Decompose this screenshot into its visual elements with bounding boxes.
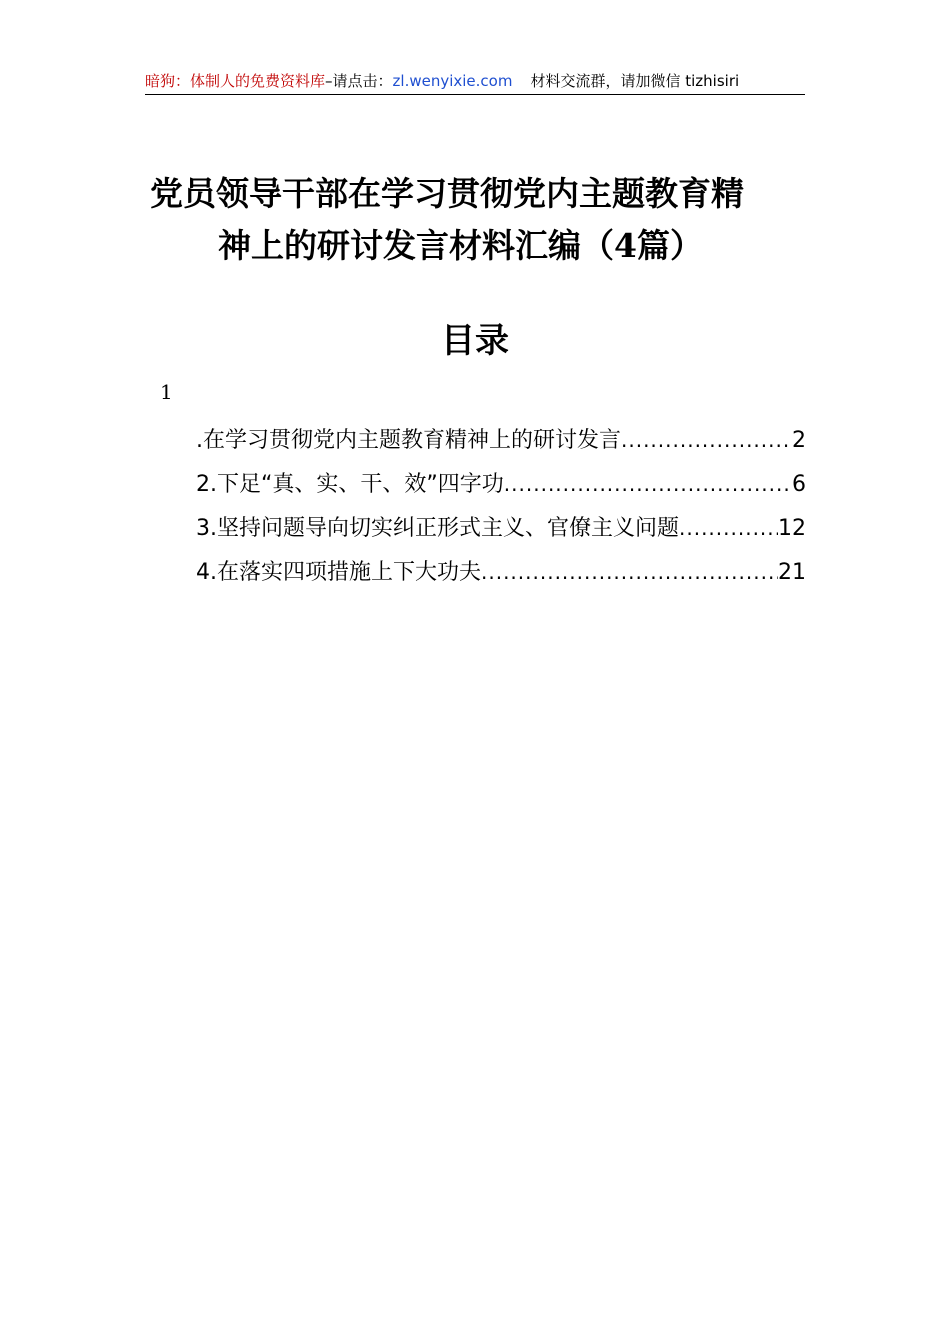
toc-entry[interactable] xyxy=(196,462,806,506)
toc-leader-dots xyxy=(621,418,792,462)
toc-leader-dots xyxy=(481,550,778,594)
header-brand: 暗狗：体制人的免费资料库 xyxy=(145,72,326,90)
toc-heading: 目录 xyxy=(441,321,509,361)
header-divider xyxy=(145,94,805,95)
title-line-1: 党员领导干部在学习贯彻党内主题教育精 xyxy=(150,174,744,213)
page-header xyxy=(145,70,805,92)
toc-entry-label: .在学习贯彻党内主题教育精神上的研讨发言 xyxy=(196,428,621,453)
toc-entry-label: 3.坚持问题导向切实纠正形式主义、官僚主义问题 xyxy=(196,516,679,541)
toc-entry-page: 6 xyxy=(792,472,806,497)
toc-leader-dots xyxy=(504,462,792,506)
toc-entry-page: 2 xyxy=(792,428,806,453)
toc-entry-label: 4.在落实四项措施上下大功夫 xyxy=(196,560,481,585)
toc-entry[interactable] xyxy=(196,550,806,594)
toc-entry[interactable] xyxy=(196,506,806,550)
toc-entry[interactable] xyxy=(196,418,806,462)
toc-entry-page: 21 xyxy=(778,560,806,585)
table-of-contents xyxy=(196,418,806,594)
header-url-link[interactable]: zl.wenyixie.com xyxy=(392,72,513,90)
header-prompt: –请点击： xyxy=(325,72,393,90)
document-title xyxy=(150,168,810,272)
toc-first-number: 1 xyxy=(160,380,173,404)
header-group-info: 材料交流群，请加微信 tizhisiri xyxy=(530,72,740,90)
title-line-2: 神上的研讨发言材料汇编（4篇） xyxy=(218,226,703,265)
toc-leader-dots xyxy=(679,506,778,550)
toc-entry-page: 12 xyxy=(778,516,806,541)
toc-entry-label: 2.下足“真、实、干、效”四字功 xyxy=(196,472,504,497)
